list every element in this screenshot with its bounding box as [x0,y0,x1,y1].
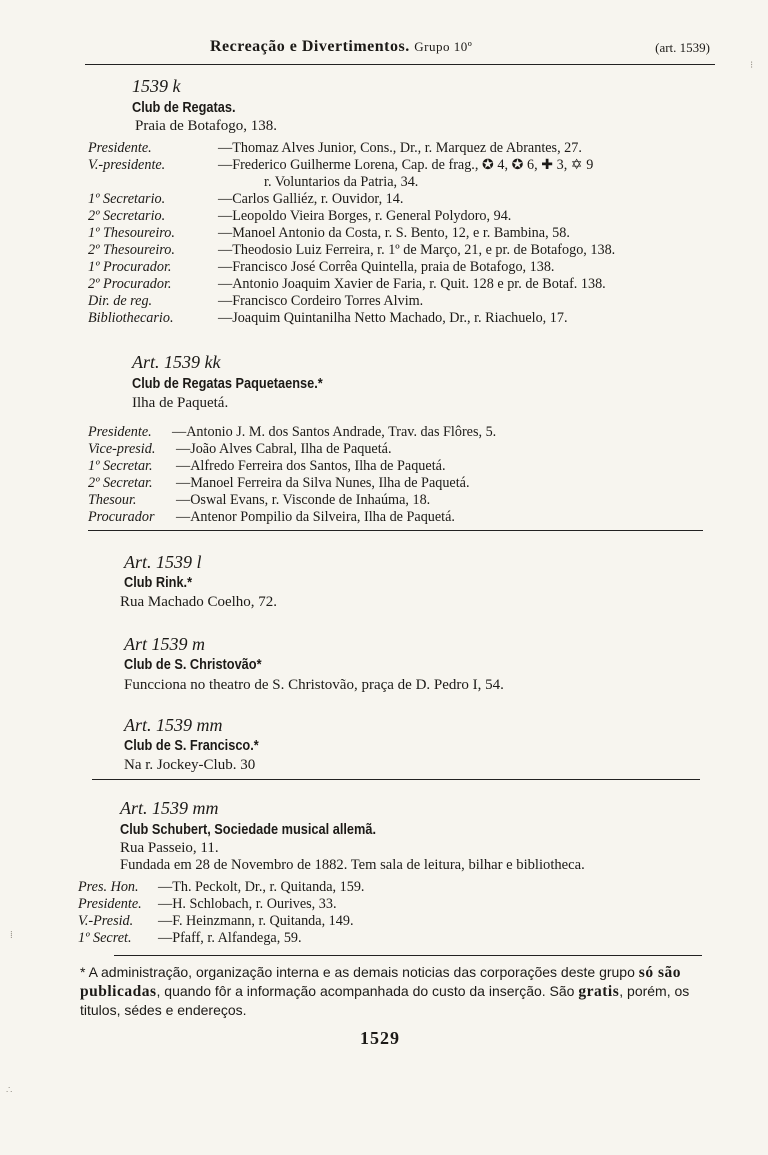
officer-row [88,492,728,509]
entry-2-club: Club de Regatas Paquetaense.* [132,376,323,392]
officer-row [78,879,718,896]
officer-role: 1º Secret. [78,930,132,946]
header-title [210,38,472,56]
officer-row [88,276,728,293]
officer-role: Vice-presid. [88,441,156,457]
scan-speck: ⁞ [10,930,13,941]
officer-value: —Manoel Antonio da Costa, r. S. Bento, 12, e r. Bambina, 58. [218,225,570,241]
officer-value: —Antonio Joaquim Xavier de Faria, r. Quit. 128 e pr. de Botaf. 138. [218,276,606,292]
officer-role: 1º Procurador. [88,259,172,275]
entry-2-address: Ilha de Paquetá. [132,395,229,411]
entry-1-address: Praia de Botafogo, 138. [135,118,278,134]
officer-row [88,191,728,208]
officer-value: —H. Schlobach, r. Ourives, 33. [158,896,337,912]
officer-value: —João Alves Cabral, Ilha de Paquetá. [176,441,392,457]
officer-role: 2º Secretar. [88,475,153,491]
footnote-emphasis: só são publicadas [80,964,681,1000]
officer-role: Presidente. [88,424,152,440]
officer-value: —Th. Peckolt, Dr., r. Quitanda, 159. [158,879,365,895]
entry-4-address: Funcciona no theatro de S. Christovão, praça de D. Pedro I, 54. [124,677,504,693]
officer-value: —Carlos Galliéz, r. Ouvidor, 14. [218,191,404,207]
group-label: Grupo 10º [414,39,473,54]
entry-6-officers [78,879,718,947]
officer-row [88,293,728,310]
officer-row [88,509,728,526]
officer-row [88,140,728,157]
officer-role: Procurador [88,509,155,525]
entry-4-art [124,634,205,655]
officer-value: —Leopoldo Vieira Borges, r. General Polydoro, 94. [218,208,512,224]
officer-row [88,424,728,441]
art-number: Art. 1539 kk [132,352,221,372]
entry-3-art [124,552,202,573]
footnote-text: , quando fôr a informação acompanhada do custo da inserção. São [156,983,579,999]
officer-value: —Joaquim Quintanilha Netto Machado, Dr., r. Riachuelo, 17. [218,310,568,326]
officer-row [88,259,728,276]
officer-role: 2º Secretario. [88,208,166,224]
scan-speck: ∴ [6,1085,13,1096]
officer-row [78,930,718,947]
page-number: 1529 [360,1028,400,1048]
officer-value: —Theodosio Luiz Ferreira, r. 1º de Março, 21, e pr. de Botafogo, 138. [218,242,616,258]
officer-value: —F. Heinzmann, r. Quitanda, 149. [158,913,354,929]
officer-value: —Antonio J. M. dos Santos Andrade, Trav. das Flôres, 5. [172,424,497,440]
officer-role: V.-Presid. [78,913,134,929]
officer-role: Dir. de reg. [88,293,153,309]
officer-row [88,475,728,492]
footnote-rule [114,955,702,956]
scan-speck: ⁝ [750,60,754,71]
officer-row [78,913,718,930]
art-number: Art. 1539 l [124,552,202,572]
art-number: 1539 k [132,76,181,96]
entry-2-art [132,352,220,373]
officer-role: 1º Secretario. [88,191,166,207]
officer-row [88,225,728,242]
entry-4-club: Club de S. Christovão* [124,657,262,673]
officer-role: Presidente. [88,140,152,156]
entry-6-club: Club Schubert, Sociedade musical allemã. [120,822,376,838]
officer-value: —Francisco Cordeiro Torres Alvim. [218,293,424,309]
officer-value: —Thomaz Alves Junior, Cons., Dr., r. Marquez de Abrantes, 27. [218,140,582,156]
officer-row [88,174,728,191]
officer-row [88,157,728,174]
officer-row [88,208,728,225]
officer-role: 2º Thesoureiro. [88,242,175,258]
header-rule [85,64,715,65]
page-header [118,34,710,58]
officer-value: —Frederico Guilherme Lorena, Cap. de frag., ✪ 4, ✪ 6, ✚ 3, ✡ 9 [218,157,594,173]
officer-role: Presidente. [78,896,142,912]
officer-role: V.-presidente. [88,157,166,173]
officer-role: 1º Secretar. [88,458,153,474]
footnote-text: , porém, os titulos, sédes e endereços. [80,983,690,1018]
art-number: Art. 1539 mm [120,798,219,818]
officer-value: —Antenor Pompilio da Silveira, Ilha de Paquetá. [176,509,455,525]
officer-value: —Manoel Ferreira da Silva Nunes, Ilha de Paquetá. [176,475,470,491]
section-rule [88,530,703,531]
art-number: Art 1539 m [124,634,205,654]
section-title: Recreação e Divertimentos. [210,38,410,55]
entry-5-art [124,715,223,736]
entry-6-address: Rua Passeio, 11. [120,840,219,856]
officer-value: —Alfredo Ferreira dos Santos, Ilha de Paquetá. [176,458,446,474]
officer-role: 2º Procurador. [88,276,172,292]
officer-value: r. Voluntarios da Patria, 34. [264,174,419,190]
officer-row [88,458,728,475]
entry-3-address: Rua Machado Coelho, 72. [120,594,278,610]
footnote [80,963,705,1020]
entry-1-officers [88,140,728,327]
officer-value: —Pfaff, r. Alfandega, 59. [158,930,302,946]
art-number: Art. 1539 mm [124,715,223,735]
officer-value: —Francisco José Corrêa Quintella, praia de Botafogo, 138. [218,259,555,275]
entry-3-club: Club Rink.* [124,575,193,591]
entry-6-art [120,798,219,819]
officer-role: Thesour. [88,492,137,508]
officer-role: Pres. Hon. [78,879,139,895]
entry-6-note: Fundada em 28 de Novembro de 1882. Tem sala de leitura, bilhar e bibliotheca. [120,857,585,873]
entry-1-club: Club de Regatas. [132,100,236,116]
officer-role: Bibliothecario. [88,310,174,326]
entry-1-art [132,76,181,97]
header-art-ref: (art. 1539) [655,40,710,55]
section-rule [92,779,700,780]
officer-row [88,441,728,458]
officer-row [78,896,718,913]
footnote-emphasis: gratis [578,983,620,1000]
officer-row [88,242,728,259]
entry-5-address: Na r. Jockey-Club. 30 [124,757,256,773]
footnote-text: * A administração, organização interna e as demais noticias das corporações deste grupo [80,964,639,980]
officer-row [88,310,728,327]
officer-role: 1º Thesoureiro. [88,225,175,241]
entry-2-officers [88,424,728,526]
officer-value: —Oswal Evans, r. Visconde de Inhaúma, 18. [176,492,431,508]
entry-5-club: Club de S. Francisco.* [124,738,259,754]
